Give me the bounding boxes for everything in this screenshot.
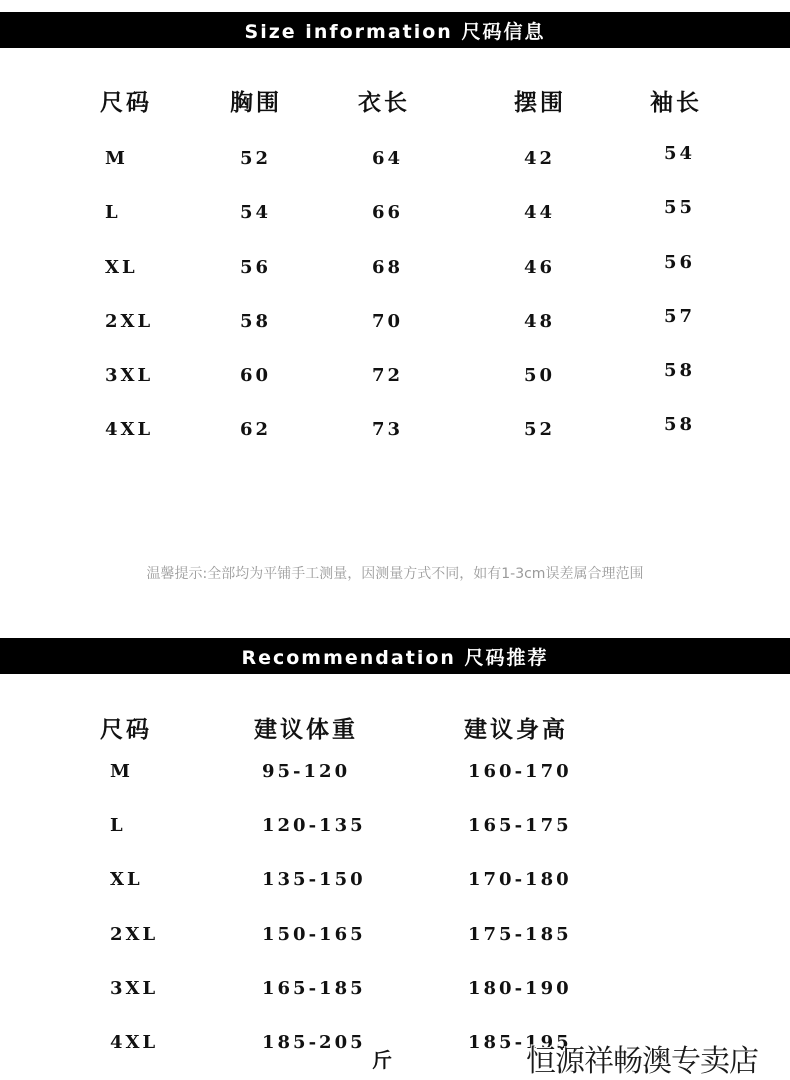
size-cell-sleeve: 58 [664, 360, 696, 381]
rec-cell-size: 3XL [110, 978, 159, 999]
size-cell-sleeve: 54 [664, 143, 696, 164]
rec-cell-size: M [110, 761, 133, 782]
size-cell-size: L [105, 202, 121, 223]
rec-cell-height: 175-185 [468, 924, 572, 945]
rec-cell-height: 170-180 [468, 869, 572, 890]
recommendation-title: Recommendation 尺码推荐 [241, 646, 549, 669]
size-cell-size: 2XL [105, 311, 154, 332]
rec-header-weight: 建议体重 [254, 717, 358, 743]
size-header-hem: 摆围 [514, 90, 566, 116]
rec-cell-size: 2XL [110, 924, 159, 945]
rec-header-size: 尺码 [100, 717, 152, 743]
size-cell-chest: 54 [240, 202, 272, 223]
rec-cell-size: L [110, 815, 126, 836]
size-info-banner [0, 12, 790, 48]
size-cell-size: XL [105, 257, 138, 278]
size-cell-chest: 52 [240, 148, 272, 169]
size-cell-length: 70 [372, 311, 404, 332]
size-cell-length: 73 [372, 419, 404, 440]
size-cell-length: 68 [372, 257, 404, 278]
size-header-chest: 胸围 [230, 90, 282, 116]
size-cell-hem: 46 [524, 257, 556, 278]
size-cell-length: 64 [372, 148, 404, 169]
size-cell-chest: 56 [240, 257, 272, 278]
size-cell-hem: 44 [524, 202, 556, 223]
size-cell-length: 72 [372, 365, 404, 386]
size-cell-hem: 52 [524, 419, 556, 440]
shop-watermark: 恒源祥畅澳专卖店 [526, 1044, 758, 1079]
size-cell-hem: 48 [524, 311, 556, 332]
size-cell-size: M [105, 148, 128, 169]
rec-cell-size: 4XL [110, 1032, 159, 1053]
size-cell-sleeve: 58 [664, 414, 696, 435]
size-cell-sleeve: 56 [664, 252, 696, 273]
size-cell-size: 4XL [105, 419, 154, 440]
rec-cell-weight: 185-205 [262, 1032, 366, 1053]
rec-cell-height: 165-175 [468, 815, 572, 836]
weight-unit: 斤 [372, 1048, 392, 1072]
recommendation-banner [0, 638, 790, 674]
rec-cell-height: 160-170 [468, 761, 572, 782]
rec-cell-height: 185-195 [468, 1032, 572, 1053]
rec-header-height: 建议身高 [464, 717, 568, 743]
rec-cell-weight: 120-135 [262, 815, 366, 836]
size-cell-length: 66 [372, 202, 404, 223]
size-cell-sleeve: 55 [664, 197, 696, 218]
rec-cell-weight: 150-165 [262, 924, 366, 945]
size-cell-sleeve: 57 [664, 306, 696, 327]
rec-cell-size: XL [110, 869, 143, 890]
rec-cell-weight: 95-120 [262, 761, 351, 782]
size-cell-hem: 50 [524, 365, 556, 386]
size-cell-chest: 60 [240, 365, 272, 386]
size-cell-chest: 58 [240, 311, 272, 332]
size-cell-size: 3XL [105, 365, 154, 386]
rec-cell-height: 180-190 [468, 978, 572, 999]
rec-cell-weight: 165-185 [262, 978, 366, 999]
rec-cell-weight: 135-150 [262, 869, 366, 890]
size-cell-hem: 42 [524, 148, 556, 169]
size-info-title: Size information 尺码信息 [244, 20, 546, 43]
size-header-length: 衣长 [358, 90, 410, 116]
size-header-size: 尺码 [100, 90, 152, 116]
size-header-sleeve: 袖长 [650, 90, 702, 116]
size-cell-chest: 62 [240, 419, 272, 440]
measurement-note: 温馨提示:全部均为平铺手工测量，因测量方式不同，如有1-3cm误差属合理范围 [146, 566, 644, 582]
